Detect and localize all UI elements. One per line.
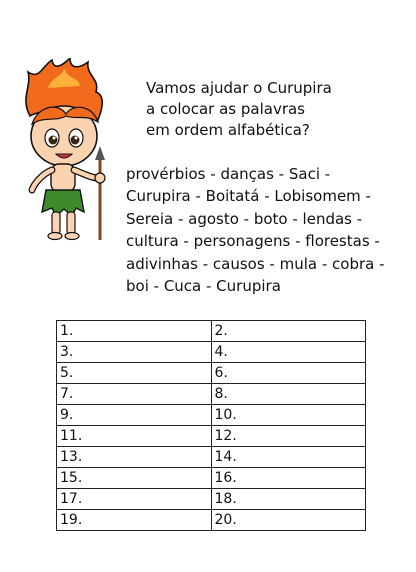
- answer-cell[interactable]: 13.: [57, 447, 212, 468]
- word-list-line: provérbios - danças - Saci -: [126, 165, 331, 183]
- answer-cell[interactable]: 2.: [211, 321, 366, 342]
- answer-cell[interactable]: 9.: [57, 405, 212, 426]
- word-list: [126, 163, 385, 297]
- spear-tip: [95, 146, 105, 160]
- answer-cell[interactable]: 8.: [211, 384, 366, 405]
- table-row: [57, 363, 366, 384]
- answer-cell[interactable]: 5.: [57, 363, 212, 384]
- answer-cell[interactable]: 14.: [211, 447, 366, 468]
- table-row: [57, 468, 366, 489]
- answer-cell[interactable]: 16.: [211, 468, 366, 489]
- table-row: [57, 510, 366, 531]
- table-row: [57, 426, 366, 447]
- answer-cell[interactable]: 7.: [57, 384, 212, 405]
- curupira-illustration: [18, 58, 118, 244]
- word-list-line: adivinhas - causos - mula - cobra -: [126, 254, 385, 273]
- word-list-line: Curupira - Boitatá - Lobisomem -: [126, 187, 371, 206]
- instruction-line: Vamos ajudar o Curupira: [146, 79, 332, 97]
- answer-cell[interactable]: 6.: [211, 363, 366, 384]
- instruction-line: a colocar as palavras: [146, 100, 306, 118]
- table-row: [57, 447, 366, 468]
- left-leg: [52, 212, 60, 234]
- table-row: [57, 489, 366, 510]
- answer-cell[interactable]: 19.: [57, 510, 212, 531]
- table-row: [57, 384, 366, 405]
- right-hand: [95, 173, 105, 183]
- answer-table: [56, 320, 366, 531]
- leaf-skirt: [42, 190, 84, 216]
- table-row: [57, 405, 366, 426]
- answer-cell[interactable]: 17.: [57, 489, 212, 510]
- answer-cell[interactable]: 10.: [211, 405, 366, 426]
- instructions: [146, 78, 332, 141]
- word-list-line: Sereia - agosto - boto - lendas -: [126, 209, 363, 228]
- answer-cell[interactable]: 4.: [211, 342, 366, 363]
- instruction-line: em ordem alfabética?: [146, 121, 310, 139]
- answer-cell[interactable]: 20.: [211, 510, 366, 531]
- word-list-line: cultura - personagens - florestas -: [126, 232, 380, 251]
- answer-cell[interactable]: 15.: [57, 468, 212, 489]
- answer-cell[interactable]: 1.: [57, 321, 212, 342]
- answer-cell[interactable]: 18.: [211, 489, 366, 510]
- answer-cell[interactable]: 3.: [57, 342, 212, 363]
- answer-cell[interactable]: 12.: [211, 426, 366, 447]
- table-row: [57, 342, 366, 363]
- answer-cell[interactable]: 11.: [57, 426, 212, 447]
- word-list-line: boi - Cuca - Curupira: [126, 277, 281, 296]
- right-leg: [67, 212, 75, 234]
- table-row: [57, 321, 366, 342]
